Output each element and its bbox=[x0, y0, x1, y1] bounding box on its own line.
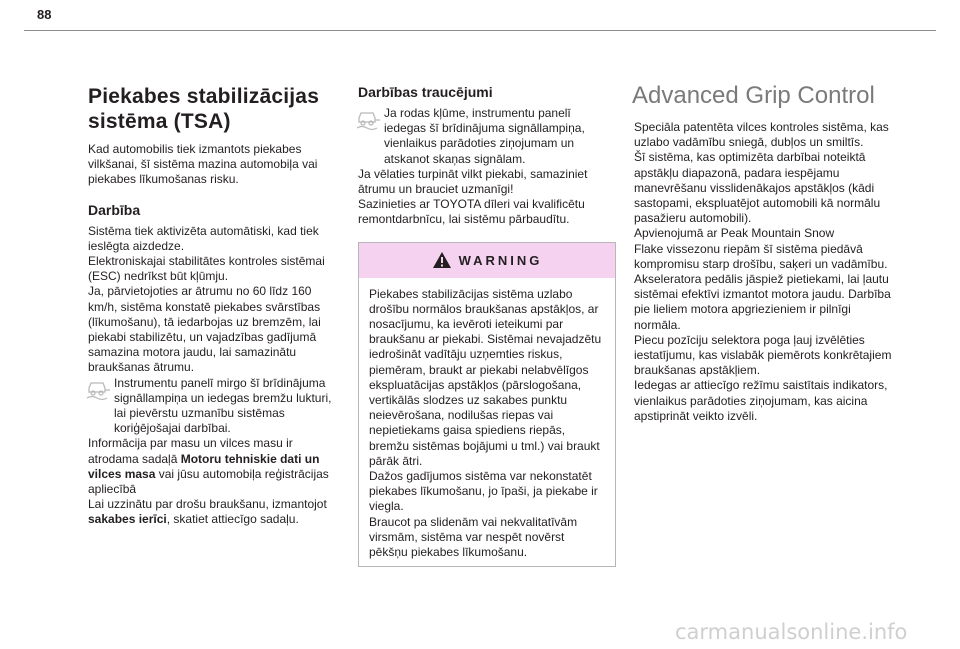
warning-header bbox=[359, 243, 615, 278]
agc-p6: Piecu pozīciju selektora poga ļauj izvēlēties iestatījumu, kas vislabāk piemērots konkrētajiem braukšanas apstākļiem. bbox=[634, 332, 892, 378]
p6-prefix: Lai uzzinātu par drošu braukšanu, izmantojot bbox=[88, 497, 327, 512]
p5-bold: Motoru tehniskie dati un vilces masa bbox=[88, 451, 320, 481]
column-tsa bbox=[88, 84, 338, 528]
operation-p4: Instrumentu panelī mirgo šī brīdinājuma signāllampiņa un iedegas bremžu lukturi, lai pievērstu uzmanību sistēmas koriģējošajai darbībai. bbox=[114, 375, 332, 436]
indicator-note bbox=[88, 376, 338, 437]
operation-p3: Ja, pārvietojoties ar ātrumu no 60 līdz 160 km/h, sistēma konstatē piekabes svārstības (līkumošanu), tā iedarbojas uz bremzēm, lai piekabi stabilizētu, un vajadzības gadījumā samazina motora jaudu, lai samazinātu braukšanas ātrumu. bbox=[88, 284, 321, 375]
agc-p4: Flake vissezonu riepām šī sistēma piedāvā kompromisu starp drošību, saķeri un vadāmību. bbox=[634, 241, 888, 271]
trailer-stability-warning-icon bbox=[356, 109, 384, 131]
section-title-tsa bbox=[88, 84, 338, 134]
trailer-stability-warning-icon bbox=[86, 379, 114, 401]
tsa-intro: Kad automobilis tiek izmantots piekabes vilkšanai, šī sistēma mazina automobiļa vai piekabes līkumošanas risku. bbox=[88, 142, 318, 187]
title-line-1: Piekabes stabilizācijas bbox=[88, 85, 320, 108]
agc-p7: Iedegas ar attiecīgo režīmu saistītais indikators, vienlaikus parādoties ziņojumam, kas aicina apstiprināt veikto izvēli. bbox=[634, 378, 888, 423]
faults-p1: Ja rodas kļūme, instrumentu panelī iedegas šī brīdinājuma signāllampiņa, vienlaikus parādoties ziņojumam un atskanot skaņas signālam. bbox=[384, 106, 585, 166]
operation-p1: Sistēma tiek aktivizēta automātiski, kad tiek ieslēgta aizdedze. bbox=[88, 223, 319, 253]
warning-body bbox=[359, 278, 615, 561]
warning-triangle-icon bbox=[432, 251, 452, 269]
heading-faults: Darbības traucējumi bbox=[358, 84, 493, 100]
p5-suffix: vai jūsu automobiļa reģistrācijas apliecībā bbox=[88, 466, 329, 497]
p6-suffix: , skatiet attiecīgo sadaļu. bbox=[166, 512, 299, 527]
column-agc bbox=[634, 84, 896, 424]
title-line-2: sistēma (TSA) bbox=[88, 110, 231, 133]
column-faults bbox=[358, 84, 616, 567]
operation-p6 bbox=[88, 497, 338, 527]
p6-bold: sakabes ierīci bbox=[88, 512, 167, 527]
faults-p2: Ja vēlaties turpināt vilkt piekabi, samaziniet ātrumu un brauciet uzmanīgi! bbox=[358, 166, 588, 197]
operation-p5 bbox=[88, 436, 338, 497]
warning-box bbox=[358, 242, 616, 568]
agc-p3: Apvienojumā ar Peak Mountain Snow bbox=[634, 226, 835, 241]
faults-p3: Sazinieties ar TOYOTA dīleri vai kvalificētu remontdarbnīcu, lai sistēmu pārbaudītu. bbox=[358, 197, 585, 227]
header-rule bbox=[24, 30, 936, 31]
fault-indicator-note bbox=[358, 106, 616, 167]
warning-p2: Dažos gadījumos sistēma var nekonstatēt piekabes līkumošanu, jo īpaši, ja piekabe ir viegla. bbox=[369, 469, 598, 514]
warning-p1: Piekabes stabilizācijas sistēma uzlabo drošību normālos braukšanas apstākļos, ar nosacījumu, ka ievēroti ieteikumi par braukšanu ar piekabi. Sistēmai nevajadzētu iedrošināt vadītāju uzņemties riskus, piemēram, braukt ar piekabi nelabvēlīgos ekspluatācijas apstākļos (pārslogošana, vertikālās slodzes uz sakabes punktu neievērošana, nodilušas riepas vai nepietiekams gaisa spiediens riepās, bremžu sistēmas bojājumi u tml.) vai braukt pārāk ātri. bbox=[369, 286, 602, 468]
p5-prefix: Informācija par masu un vilces masu ir atrodama sadaļā bbox=[88, 436, 293, 466]
section-title-agc: Advanced Grip Control bbox=[632, 82, 875, 109]
agc-p5: Akseleratora pedālis jāspiež pietiekami, lai ļautu sistēmai efektīvi izmantot motora jaudu. Darbība pie lieliem motora apgriezieniem ir pilnīgi normāla. bbox=[634, 272, 891, 332]
agc-p1: Speciāla patentēta vilces kontroles sistēma, kas uzlabo vadāmību sniegā, dubļos un smiltīs. bbox=[634, 120, 889, 150]
page-number: 88 bbox=[37, 7, 52, 22]
watermark: carmanualsonline.info bbox=[675, 620, 908, 644]
operation-p2: Elektroniskajai stabilitātes kontroles sistēmai (ESC) nedrīkst būt kļūmju. bbox=[88, 254, 325, 284]
warning-title: WARNING bbox=[458, 252, 543, 268]
heading-operation: Darbība bbox=[88, 201, 141, 218]
warning-p3: Braucot pa slidenām vai nekvalitatīvām virsmām, sistēma var nespēt novērst pēkšņu piekabes līkumošanu. bbox=[369, 514, 578, 560]
agc-p2: Šī sistēma, kas optimizēta darbībai noteiktā apstākļu diapazonā, padara iespējamu manevrēšanu visslidenākajos apstākļos (kādi sastopami, ekspluatējot automobili kā normālu pasažieru automobili). bbox=[634, 150, 881, 226]
